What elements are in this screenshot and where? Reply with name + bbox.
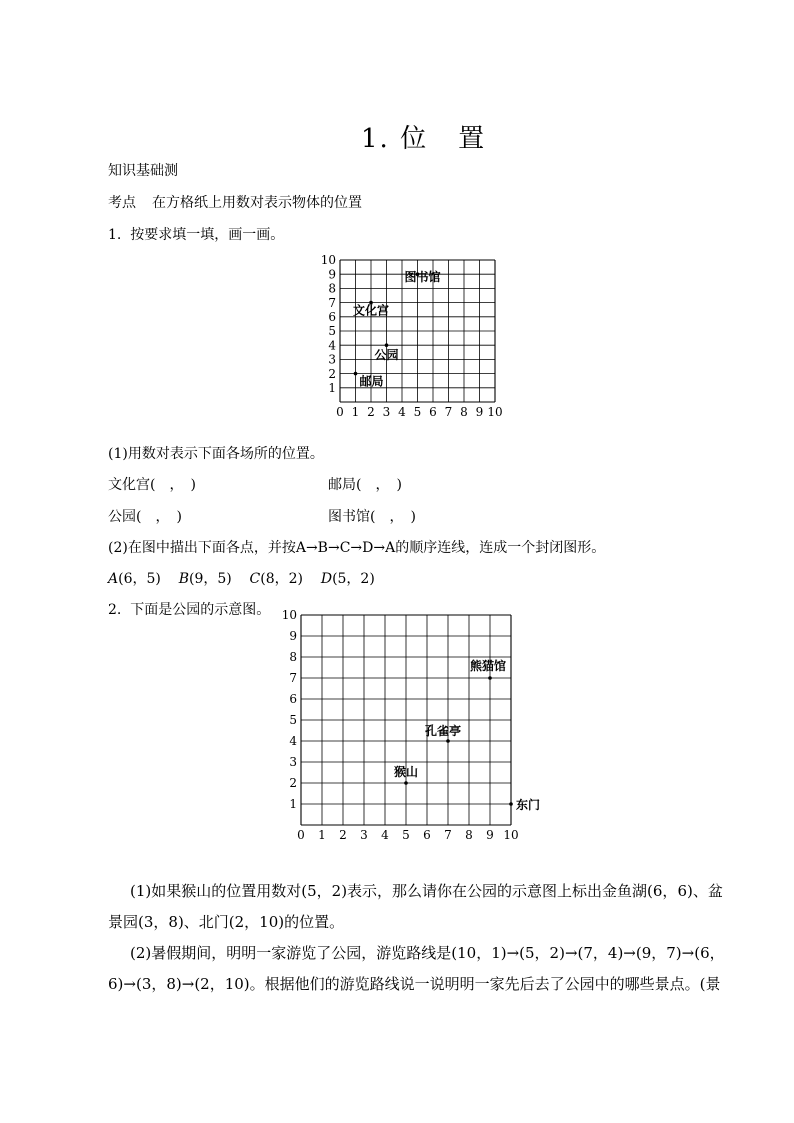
y-tick-label: 2 xyxy=(289,776,297,791)
point-b: B(9，5) xyxy=(178,571,232,587)
page-title xyxy=(361,118,486,155)
blank-label: 公园 xyxy=(108,509,136,525)
topic-text: 在方格纸上用数对表示物体的位置 xyxy=(152,195,362,211)
y-tick-label: 1 xyxy=(328,381,336,395)
place-label: 公园 xyxy=(374,348,399,363)
point-list xyxy=(108,568,375,588)
y-tick-label: 9 xyxy=(328,267,336,282)
grid-1 xyxy=(318,254,508,434)
place-dot xyxy=(404,781,408,785)
title-word-2: 置 xyxy=(458,124,487,154)
y-tick-label: 3 xyxy=(289,755,297,770)
x-tick-label: 8 xyxy=(460,405,468,419)
place-label: 熊猫馆 xyxy=(470,659,507,673)
x-tick-label: 0 xyxy=(297,828,305,842)
x-tick-label: 10 xyxy=(487,405,503,419)
grid-2-x-tick-labels xyxy=(297,828,518,842)
grid-2-y-tick-labels xyxy=(282,608,298,811)
q2-part2-line2: 6)→(3，8)→(2，10)。根据他们的游览路线说一说明明一家先后去了公园中的哪些景点。(景 xyxy=(108,975,721,993)
q2-part2-line1: (2)暑假期间，明明一家游览了公园，游览路线是(10，1)→(5，2)→(7，4)→(9，7)→(6， xyxy=(130,944,725,962)
grid-1-y-tick-labels xyxy=(321,253,337,395)
y-tick-label: 4 xyxy=(328,338,336,353)
y-tick-label: 8 xyxy=(289,650,297,665)
grid-2 xyxy=(280,608,560,866)
blank-paren: ( ， ) xyxy=(356,477,402,493)
place-label: 东门 xyxy=(516,798,541,812)
x-tick-label: 5 xyxy=(413,405,422,419)
blank-paren: ( ， ) xyxy=(150,477,196,493)
x-tick-label: 2 xyxy=(367,405,375,419)
grid-2-places xyxy=(394,658,540,812)
place-dot xyxy=(354,372,358,376)
q2-number: 2. xyxy=(108,602,122,618)
place-dot xyxy=(446,739,450,743)
q1-number: 1. xyxy=(108,227,122,243)
blank-gongyuan xyxy=(108,506,182,526)
y-tick-label: 2 xyxy=(328,366,336,381)
x-tick-label: 8 xyxy=(465,828,473,842)
title-number: 1. xyxy=(361,124,390,154)
x-tick-label: 6 xyxy=(429,405,437,419)
place-dot xyxy=(488,676,492,680)
y-tick-label: 7 xyxy=(328,295,336,310)
y-tick-label: 10 xyxy=(281,608,297,623)
x-tick-label: 9 xyxy=(486,828,494,842)
topic-label: 考点 xyxy=(108,195,136,211)
blank-label: 文化宫 xyxy=(108,477,150,493)
y-tick-label: 6 xyxy=(328,310,336,324)
place-label: 文化宫 xyxy=(353,303,390,318)
y-tick-label: 10 xyxy=(320,253,336,268)
x-tick-label: 10 xyxy=(503,828,519,842)
x-tick-label: 3 xyxy=(360,828,368,842)
place-label: 猴山 xyxy=(394,765,419,779)
x-tick-label: 5 xyxy=(402,828,410,842)
q1-part1: (1)用数对表示下面各场所的位置。 xyxy=(108,446,324,462)
y-tick-label: 6 xyxy=(289,692,297,707)
question-2-stem xyxy=(108,599,270,619)
y-tick-label: 5 xyxy=(328,324,336,339)
point-c: C(8，2) xyxy=(249,571,304,587)
x-tick-label: 7 xyxy=(444,828,452,842)
y-tick-label: 8 xyxy=(328,281,336,296)
blank-label: 邮局 xyxy=(328,477,356,493)
q2-part1-line1: (1)如果猴山的位置用数对(5，2)表示，那么请你在公园的示意图上标出金鱼湖(6，6)、盆 xyxy=(130,882,723,900)
blank-paren: ( ， ) xyxy=(370,509,416,525)
point-d: D(5，2) xyxy=(320,571,375,587)
blank-wenhuagong xyxy=(108,474,196,494)
x-tick-label: 6 xyxy=(423,828,431,842)
blank-tushuguan xyxy=(328,506,416,526)
place-label: 邮局 xyxy=(359,374,384,389)
x-tick-label: 4 xyxy=(381,828,389,842)
grid-1-x-tick-labels xyxy=(336,405,502,419)
x-tick-label: 0 xyxy=(336,405,344,419)
x-tick-label: 7 xyxy=(444,405,453,419)
title-word-1: 位 xyxy=(400,124,429,154)
place-dot xyxy=(509,802,513,806)
grid-1-places xyxy=(353,269,441,388)
y-tick-label: 1 xyxy=(289,797,297,812)
x-tick-label: 1 xyxy=(351,405,360,419)
x-tick-label: 9 xyxy=(475,405,484,419)
y-tick-label: 7 xyxy=(289,671,297,686)
x-tick-label: 3 xyxy=(382,405,391,419)
x-tick-label: 1 xyxy=(318,828,326,842)
blank-youju xyxy=(328,474,402,494)
x-tick-label: 2 xyxy=(339,828,347,842)
q2-stem-text: 下面是公园的示意图。 xyxy=(130,602,271,618)
y-tick-label: 5 xyxy=(289,713,297,728)
y-tick-label: 4 xyxy=(289,734,297,749)
section-heading: 知识基础测 xyxy=(108,163,178,179)
question-1-stem xyxy=(108,224,284,244)
topic-line xyxy=(108,192,362,212)
blank-label: 图书馆 xyxy=(328,509,370,525)
grid-2-lines xyxy=(301,615,511,825)
point-a: A(6，5) xyxy=(108,571,161,587)
y-tick-label: 3 xyxy=(328,352,336,367)
blank-paren: ( ， ) xyxy=(136,509,182,525)
x-tick-label: 4 xyxy=(398,405,406,419)
q2-part1-line2: 景园(3，8)、北门(2，10)的位置。 xyxy=(108,913,345,931)
q1-part2: (2)在图中描出下面各点，并按A→B→C→D→A的顺序连线，连成一个封闭图形。 xyxy=(108,540,606,556)
y-tick-label: 9 xyxy=(289,629,297,644)
place-dot xyxy=(385,343,389,347)
place-label: 图书馆 xyxy=(404,270,441,285)
q1-stem-text: 按要求填一填，画一画。 xyxy=(130,227,285,243)
place-label: 孔雀亭 xyxy=(425,724,462,738)
